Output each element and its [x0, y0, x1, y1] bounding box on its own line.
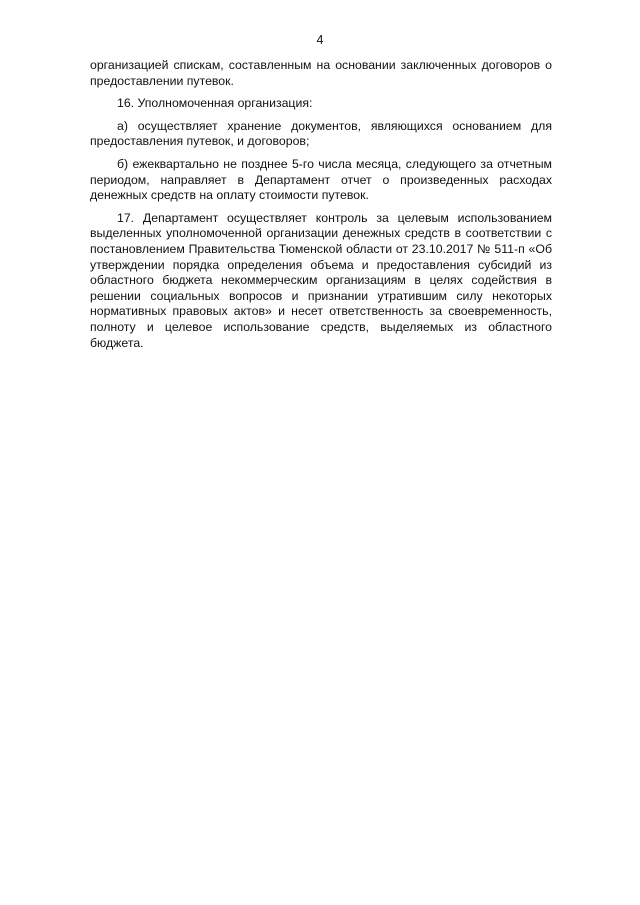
page-number: 4 [316, 33, 324, 47]
paragraph-subitem-b: б) ежеквартально не позднее 5-го числа месяца, следующего за отчетным периодом, направляет в Департамент отчет о произведенных расходах денежных средств на оплату стоимости путевок. [90, 156, 552, 203]
paragraph-item-16: 16. Уполномоченная организация: [117, 96, 313, 111]
paragraph-subitem-a: а) осуществляет хранение документов, являющихся основанием для предоставления путевок, и договоров; [90, 118, 552, 149]
paragraph-continuation: организацией спискам, составленным на основании заключенных договоров о предоставлении путевок. [90, 58, 552, 88]
document-body [90, 58, 552, 358]
paragraph-item-17: 17. Департамент осуществляет контроль за целевым использованием выделенных уполномоченной организации денежных средств в соответствии с постановлением Правительства Тюменской области от 23.10.2017 № 511-п «Об утверждении порядка определения объема и предоставления субсидий из областного бюджета некоммерческим организациям в целях содействия в решении социальных вопросов и признании утратившим силу некоторых нормативных правовых актов» и несет ответственность за своевременность, полноту и целевое использование средств, выделяемых из областного бюджета. [90, 210, 552, 350]
